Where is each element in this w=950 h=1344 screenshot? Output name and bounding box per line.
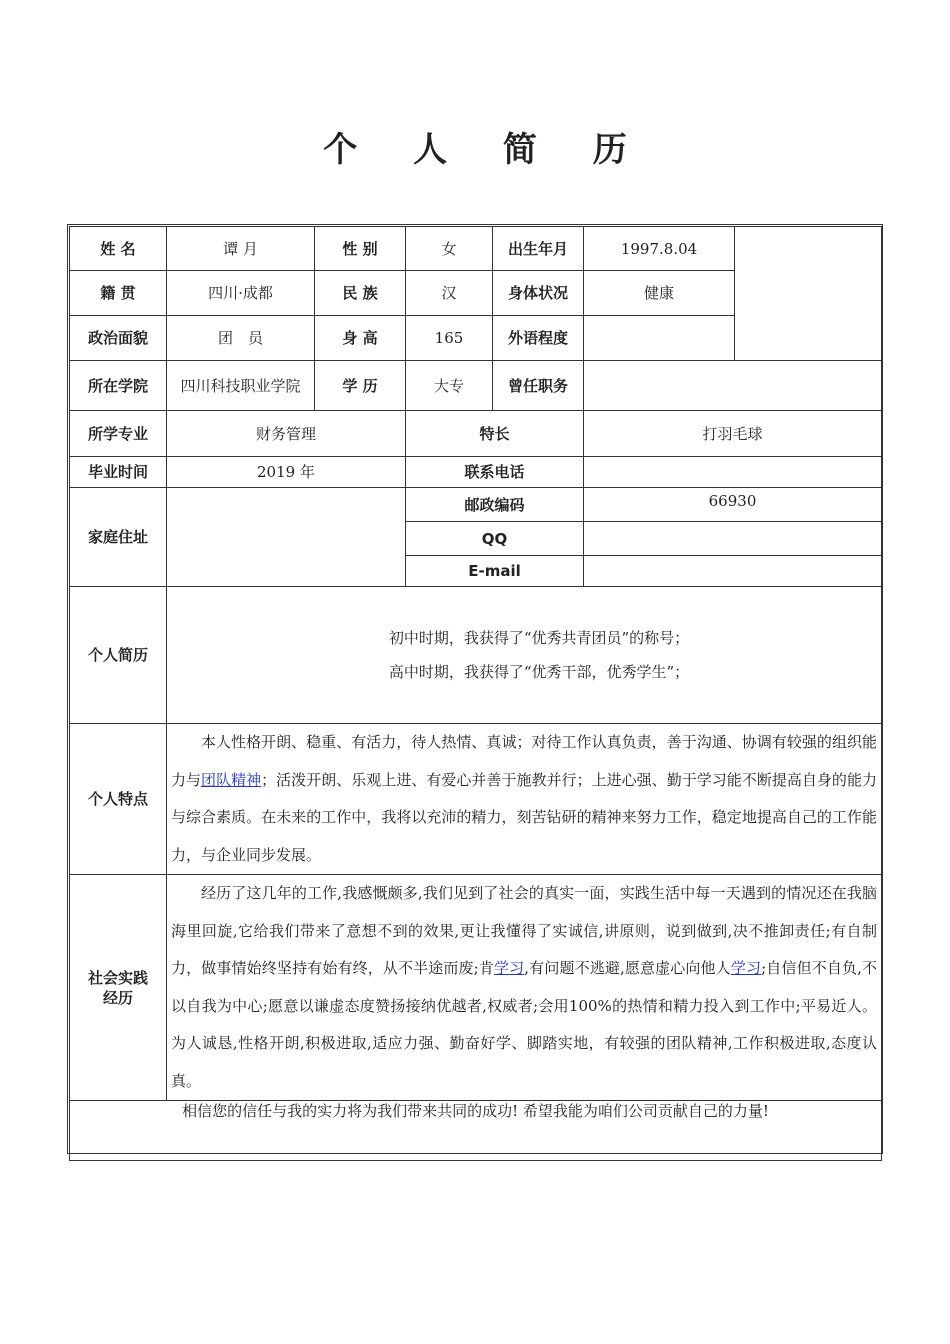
label-education: 学 历 <box>315 361 406 411</box>
label-practice <box>70 875 167 1101</box>
label-birth: 出生年月 <box>493 227 584 271</box>
label-foreign-lang: 外语程度 <box>493 316 584 361</box>
label-practice-line1: 社会实践 <box>87 968 148 987</box>
value-grad-time: 2019 年 <box>167 457 406 488</box>
label-political: 政治面貌 <box>70 316 167 361</box>
practice-paragraph <box>171 875 877 1100</box>
label-phone: 联系电话 <box>406 457 584 488</box>
label-gender: 性 别 <box>315 227 406 271</box>
value-name: 谭 月 <box>167 227 315 271</box>
label-health: 身体状况 <box>493 271 584 316</box>
value-health: 健康 <box>584 271 735 316</box>
label-school: 所在学院 <box>70 361 167 411</box>
label-postcode: 邮政编码 <box>406 488 584 522</box>
value-gender: 女 <box>406 227 493 271</box>
label-ethnic: 民 族 <box>315 271 406 316</box>
traits-content <box>167 724 882 875</box>
page-title: 个 人 简 历 <box>323 130 649 170</box>
value-birth: 1997.8.04 <box>584 227 735 271</box>
value-address <box>167 488 406 587</box>
value-qq <box>584 522 882 556</box>
photo-cell <box>735 227 882 361</box>
value-former-post <box>584 361 882 411</box>
traits-text-start: 本人性格开朗、稳重、有活力，待人热情、真诚；对待工作认真负责，善于沟通、协调有较强的组织能力与 <box>171 733 877 789</box>
label-specialty: 特长 <box>406 411 584 457</box>
study-link-2[interactable]: 学习 <box>730 959 762 977</box>
resume-line: 初中时期，我获得了“优秀共青团员”的称号； <box>388 629 690 647</box>
teamwork-link[interactable]: 团队精神 <box>201 770 262 789</box>
value-political: 团 员 <box>167 316 315 361</box>
resume-table <box>69 226 882 1161</box>
value-height: 165 <box>406 316 493 361</box>
practice-text-2: ,有问题不逃避,愿意虚心向他人 <box>524 959 731 977</box>
label-traits: 个人特点 <box>70 724 167 875</box>
resume-line: 高中时期，我获得了“优秀干部，优秀学生”； <box>388 663 690 681</box>
label-height: 身 高 <box>315 316 406 361</box>
label-email: E-mail <box>406 556 584 587</box>
study-link-1[interactable]: 学习 <box>494 959 525 977</box>
traits-text-end: ；活泼开朗、乐观上进、有爱心并善于施教并行；上进心强、勤于学习能不断提高自身的能力与综合素质。在未来的工作中，我将以充沛的精力，刻苦钻研的精神来努力工作，稳定地提高自己的工作能力，与企业同步发展。 <box>171 770 877 864</box>
label-resume: 个人简历 <box>70 587 167 724</box>
value-major: 财务管理 <box>167 411 406 457</box>
value-ethnic: 汉 <box>406 271 493 316</box>
value-phone <box>584 457 882 488</box>
label-name: 姓 名 <box>70 227 167 271</box>
value-foreign-lang <box>584 316 735 361</box>
value-education: 大专 <box>406 361 493 411</box>
label-practice-line2: 经历 <box>102 988 133 1007</box>
practice-text-3: ;自信但不自负,不以自我为中心;愿意以谦虚态度赞扬接纳优越者,权威者;会用100%的热情和精力投入到工作中;平易近人。为人诚恳,性格开朗,积极进取,适应力强、勤奋好学、脚踏实地，有较强的团队精神,工作积极进取,态度认真。 <box>171 959 877 1090</box>
value-school: 四川科技职业学院 <box>167 361 315 411</box>
label-address: 家庭住址 <box>70 488 167 587</box>
label-major: 所学专业 <box>70 411 167 457</box>
closing-statement: 相信您的信任与我的实力将为我们带来共同的成功! 希望我能为咱们公司贡献自己的力量! <box>70 1101 882 1161</box>
label-former-post: 曾任职务 <box>493 361 584 411</box>
practice-text-1: 经历了这几年的工作,我感慨颇多,我们见到了社会的真实一面，实践生活中每一天遇到的情况还在我脑海里回旋,它给我们带来了意想不到的效果,更让我懂得了实诚信,讲原则，说到做到,决不推卸责任;有自制力，做事情始终坚持有始有终，从不半途而废;肯 <box>171 884 877 977</box>
label-native: 籍 贯 <box>70 271 167 316</box>
resume-content <box>167 587 882 724</box>
label-qq: QQ <box>406 522 584 556</box>
value-email <box>584 556 882 587</box>
value-native: 四川·成都 <box>167 271 315 316</box>
value-postcode: 66930 <box>584 488 882 522</box>
value-specialty: 打羽毛球 <box>584 411 882 457</box>
traits-paragraph <box>171 724 877 874</box>
label-grad-time: 毕业时间 <box>70 457 167 488</box>
practice-content <box>167 875 882 1101</box>
